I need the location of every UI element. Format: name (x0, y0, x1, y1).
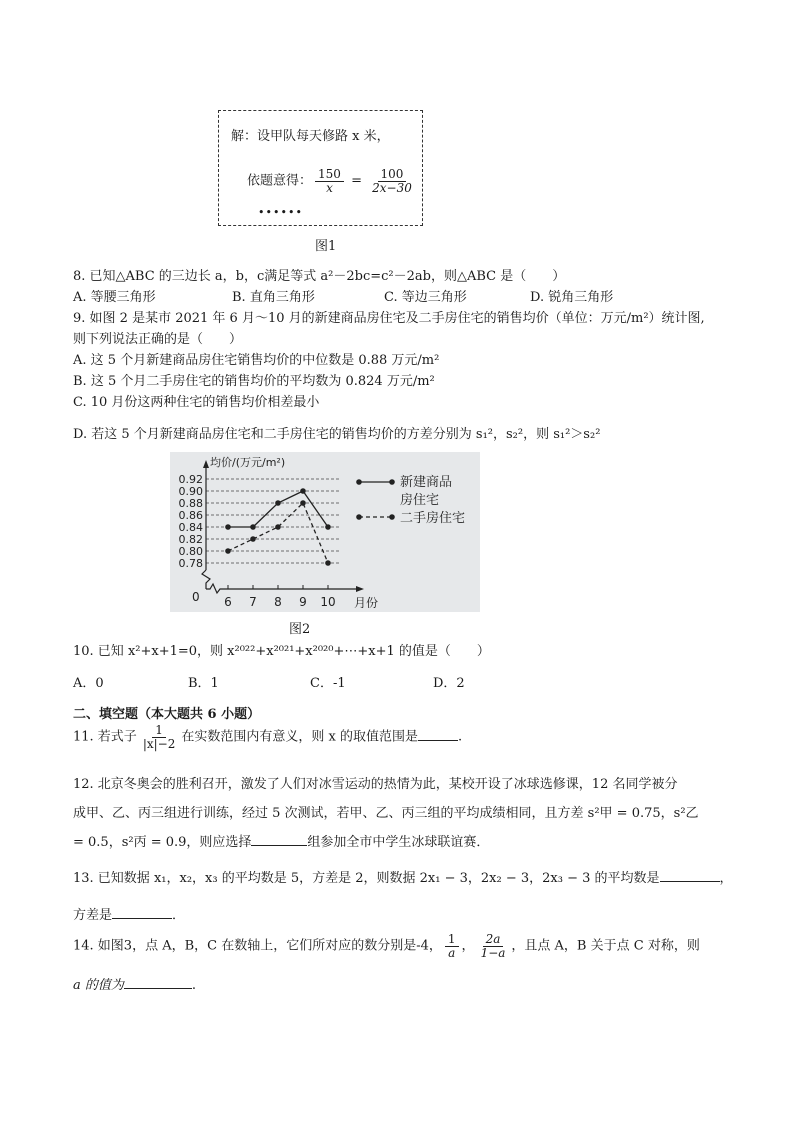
q13-line1-end: ， (719, 871, 733, 886)
legend-marker (389, 514, 395, 520)
y-tick-label: 0.84 (178, 521, 203, 534)
q12-line1: 12. 北京冬奥会的胜利召开，激发了人们对冰雪运动的热情为此，某校开设了冰球选修课，12 名同学被分 (73, 777, 678, 792)
data-point (325, 524, 331, 530)
data-point (250, 536, 256, 542)
q13-line2-end: ． (172, 908, 186, 923)
q8-stem: 8. 已知△ABC 的三边长 a，b，c满足等式 a²－2bc=c²－2ab，则△ABC 是（ ） (73, 269, 566, 284)
series-line-second-hand (228, 503, 328, 563)
q10-option-d: D．2 (433, 676, 465, 691)
q13-variance-blank[interactable] (112, 906, 172, 919)
q11-suffix: 在实数范围内有意义，则 x 的取值范围是 (181, 729, 418, 745)
q14-prefix: 14. 如图3，点 A，B，C 在数轴上，它们所对应的数分别是-4， (73, 938, 442, 954)
data-point (300, 488, 306, 494)
q10-option-c: C．-1 (310, 676, 346, 691)
equation (247, 168, 418, 194)
data-point (250, 524, 256, 530)
q9-stem-line1: 9. 如图 2 是某市 2021 年 6 月～10 月的新建商品房住宅及二手房住宅的销售均价（单位：万元/m²）统计图, (73, 311, 705, 326)
legend-label: 新建商品 (400, 475, 453, 490)
q12-line2: 成甲、乙、丙三组进行训练，经过 5 次测试，若甲、乙、丙三组的平均成绩相同，且方差 s²甲 = 0.75，s²乙 (73, 806, 699, 821)
q10-stem: 10. 已知 x²+x+1=0，则 x²⁰²²+x²⁰²¹+x²⁰²⁰+⋯+x+1 的值是（ ） (73, 644, 490, 659)
q14-line2-a: a 的值为 (73, 978, 124, 993)
q11-answer-blank[interactable] (418, 728, 458, 741)
q14-f1-denominator: a (448, 945, 456, 960)
x-tick-label: 10 (320, 595, 336, 609)
q8-option-b: B. 直角三角形 (232, 290, 315, 305)
q8-option-a: A. 等腰三角形 (73, 290, 156, 305)
q9-stem-line2: 则下列说法正确的是（ ） (73, 332, 243, 347)
data-point (225, 548, 231, 554)
equals-sign: = (351, 173, 362, 189)
data-point (325, 560, 331, 566)
q13-line1 (73, 867, 733, 886)
y-tick-label: 0.86 (178, 509, 203, 522)
figure1-caption: 图1 (315, 239, 337, 254)
q8-option-c: C. 等边三角形 (384, 290, 467, 305)
chart-svg (170, 452, 480, 612)
q13-line2 (73, 904, 185, 923)
q14-fraction-1 (445, 933, 459, 959)
y-axis-label: 均价/(万元/m²) (210, 456, 286, 469)
y-tick-label: 0.80 (178, 545, 203, 558)
q14-comma: ， (461, 938, 475, 954)
data-point (300, 500, 306, 506)
lhs-denominator: x (326, 180, 333, 195)
x-tick-label: 7 (249, 595, 257, 609)
q12-line3-a: = 0.5，s²丙 = 0.9，则应选择 (73, 835, 252, 850)
ellipsis-dots: •••••• (258, 206, 303, 219)
x-axis-arrow (356, 586, 364, 592)
x-axis-label: 月份 (354, 596, 379, 610)
line-chart (170, 452, 480, 612)
q11-denominator: |x|−2 (142, 736, 176, 751)
q14-suffix: ，且点 A，B 关于点 C 对称，则 (511, 938, 700, 954)
legend-marker (356, 479, 362, 485)
legend-marker (356, 514, 362, 520)
data-point (275, 524, 281, 530)
q14-fraction-2 (478, 933, 509, 959)
q9-option-c: C. 10 月份这两种住宅的销售均价相差最小 (73, 395, 320, 410)
q11-end: . (457, 729, 463, 745)
q11-prefix: 11. 若式子 (73, 729, 137, 745)
axis-break (202, 570, 210, 589)
q13-line2-a: 方差是 (73, 908, 113, 923)
q14-answer-blank[interactable] (124, 976, 192, 989)
y-tick-label: 0.90 (178, 485, 203, 498)
q12-line3 (73, 831, 489, 850)
q14-f2-denominator: 1−a (480, 945, 506, 960)
data-point (275, 500, 281, 506)
legend-label: 二手房住宅 (400, 511, 466, 526)
q13-mean-blank[interactable] (660, 869, 720, 882)
x-tick-label: 8 (274, 595, 282, 609)
origin-label: 0 (192, 590, 200, 604)
q12-answer-blank[interactable] (251, 833, 307, 846)
rhs-denominator: 2x−30 (372, 180, 412, 195)
q12-line3-b: 组参加全市中学生冰球联谊赛． (307, 835, 490, 850)
y-tick-label: 0.78 (178, 557, 203, 570)
fraction-lhs (315, 168, 344, 194)
q10-option-a: A．0 (73, 676, 104, 691)
y-axis-arrow (203, 460, 209, 468)
legend-marker (389, 479, 395, 485)
fraction-rhs (369, 168, 415, 194)
legend-label: 房住宅 (400, 493, 440, 508)
y-tick-label: 0.82 (178, 533, 203, 546)
lhs-numerator: 150 (315, 168, 344, 182)
q11-fraction (140, 724, 179, 750)
q14-f1-numerator: 1 (445, 933, 459, 947)
q10-option-b: B．1 (188, 676, 219, 691)
q9-option-d: D. 若这 5 个月新建商品房住宅和二手房住宅的销售均价的方差分别为 s₁²，s₂²，则 s₁²＞s₂² (73, 427, 601, 442)
q13-line1-a: 13. 已知数据 x₁，x₂，x₃ 的平均数是 5，方差是 2，则数据 2x₁ − 3，2x₂ − 3，2x₃ − 3 的平均数是 (73, 871, 660, 886)
series-line-new-housing (228, 491, 328, 527)
y-tick-label: 0.92 (178, 473, 203, 486)
q8-option-d: D. 锐角三角形 (530, 290, 614, 305)
q9-option-b: B. 这 5 个月二手房住宅的销售均价的平均数为 0.824 万元/m² (73, 374, 435, 389)
x-tick-label: 9 (299, 595, 307, 609)
section-title: 二、填空题（本大题共 6 小题） (73, 707, 261, 722)
solution-line1: 解：设甲队每天修路 x 米， (231, 129, 390, 144)
equation-prefix: 依题意得： (247, 173, 313, 189)
q14-f2-numerator: 2a (483, 933, 504, 947)
q11-numerator: 1 (152, 724, 166, 738)
q11 (73, 724, 462, 750)
q14-line2-end: . (191, 978, 197, 993)
q14-line1 (73, 933, 700, 959)
x-tick-label: 6 (224, 595, 232, 609)
figure2-caption: 图2 (289, 622, 311, 637)
data-point (225, 524, 231, 530)
y-tick-label: 0.88 (178, 497, 203, 510)
q14-line2 (73, 974, 196, 993)
rhs-numerator: 100 (378, 168, 407, 182)
q9-option-a: A. 这 5 个月新建商品房住宅销售均价的中位数是 0.88 万元/m² (73, 353, 440, 368)
